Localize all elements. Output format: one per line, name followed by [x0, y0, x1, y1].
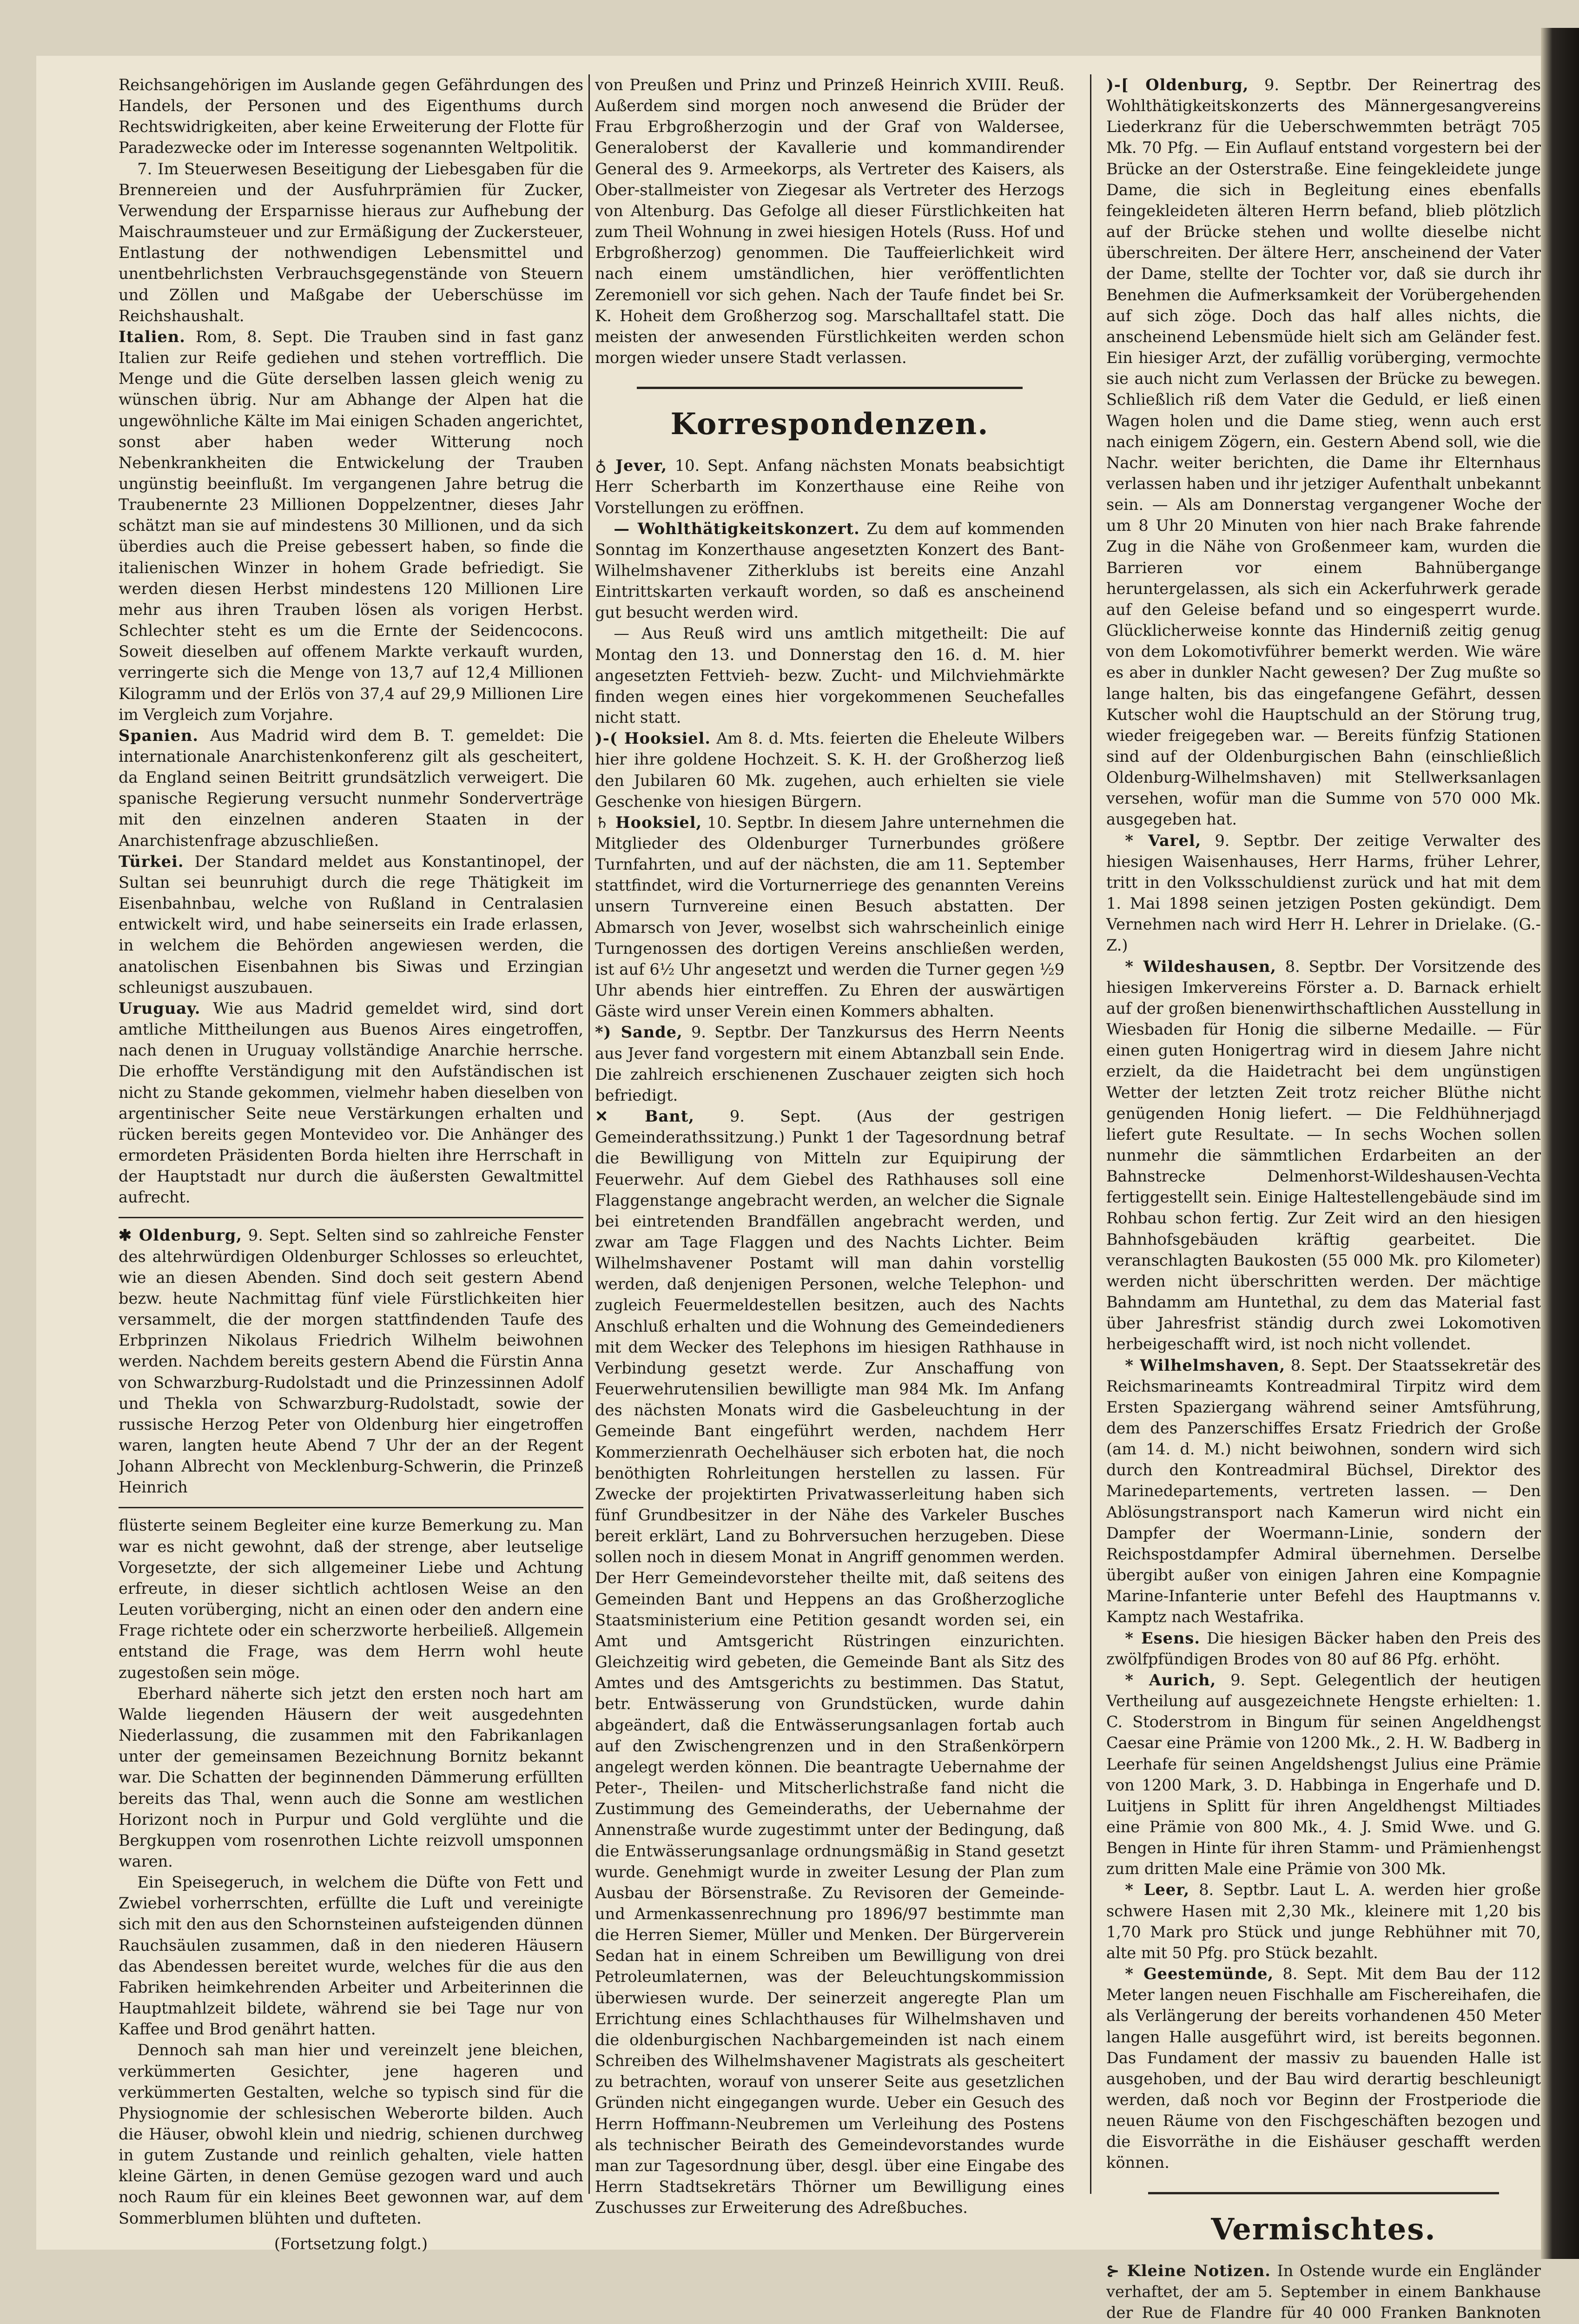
text-jever: 10. Sept. Anfang nächsten Monats beabsichtigt Herr Scherbarth im Konzerthause eine Reihe von Vorstellungen zu eröffnen.	[595, 456, 1065, 517]
article-hooksiel-1	[595, 728, 1064, 812]
kicker-oldenburg: ✱ Oldenburg,	[119, 1226, 242, 1245]
article-aurich	[1106, 1670, 1541, 1880]
kicker-sande: *) Sande,	[595, 1023, 683, 1042]
kicker-bant: ✕ Bant,	[595, 1107, 694, 1126]
text-leer: 8. Septbr. Laut L. A. werden hier große schwere Hasen mit 2,30 Mk., kleinere mit 1,20 bis 1,70 Mark pro Stück und junge Rebhühner mit 70, alte mit 50 Pfg. pro Stück bezahlt.	[1106, 1881, 1541, 1962]
article-uruguay	[119, 998, 583, 1208]
text-varel: 9. Septbr. Der zeitige Verwalter des hiesigen Waisenhauses, Herr Harms, früher Lehrer, tritt in den Volksschuldienst zurück und hat mit dem 1. Mai 1898 seinen jetzigen Posten gekündigt. Dem Vernehmen nach wird Herr H. Lehrer in Drielake. (G.-Z.)	[1106, 831, 1541, 955]
article-varel	[1106, 830, 1541, 956]
column-2	[595, 74, 1065, 2217]
text-italien: Rom, 8. Sept. Die Trauben sind in fast ganz Italien zur Reife gediehen und stehen vortrefflich. Die Menge und die Güte derselben lassen gleich wenig zu wünschen übrig. Nur am Abhange der Alpen hat die ungewöhnliche Kälte im Mai einigen Schaden angerichtet, sonst aber haben weder Witterung noch Nebenkrankheiten die Entwickelung der Trauben ungünstig beeinflußt. Im vergangenen Jahre betrug die Traubenernte 23 Millionen Doppelzentner, dieses Jahr schätzt man sie auf mindestens 30 Millionen, und da sich überdies auch die Preise gebessert haben, so finde die italienischen Winzer in hohem Grade befriedigt. Sie werden diesen Herbst mindestens 120 Millionen Lire mehr aus ihren Trauben lösen als vorigen Herbst. Schlechter steht es um die Ernte der Seidencocons. Soweit dieselben auf offenem Markte verkauft wurden, verringerte sich die Menge von 13,7 auf 12,4 Millionen Kilogramm und der Erlös von 37,4 auf 29,9 Millionen Lire im Vergleich zum Vorjahre.	[119, 327, 583, 724]
section-rule	[637, 387, 1023, 389]
text-oldenburg-2: 9. Septbr. Der Reinertrag des Wohlthätigkeitskonzerts des Männergesangvereins Liederkranz für die Ueberschwemmten beträgt 705 Mk. 70 Pfg. — Ein Auflauf entstand vorgestern bei der Brücke an der Osterstraße. Eine feingekleidete junge Dame, die sich in Begleitung eines ebenfalls feingekleideten älteren Herrn befand, blieb plötzlich auf der Brücke stehen und wollte dieselbe nicht überschreiten. Der ältere Herr, anscheinend der Vater der Dame, stellte der Tochter vor, daß sie durch ihr Benehmen die Aufmerksamkeit der Vorübergehenden auf sich zöge. Doch das half alles nichts, die anscheinend Lebensmüde hielt sich am Geländer fest. Ein hiesiger Arzt, der zufällig vorüberging, vermochte sie auch nicht zum Verlassen der Brücke zu bewegen. Schließlich riß dem Vater die Geduld, er ließ einen Wagen holen und die Dame stieg, wenn auch erst nach einigem Zögern, ein. Gestern Abend soll, wie die Nachr. weiter berichten, die Dame ihr Elternhaus verlassen haben und ihr jetziger Aufenthalt unbekannt sein. — Als am Donnerstag vergangener Woche der um 8 Uhr 20 Minuten von hier nach Brake fahrende Zug in die Nähe von Großenmeer kam, wurden die Barrieren vor einem Bahnübergange heruntergelassen, als sich ein Ackerfuhrwerk gerade auf den Geleise befand und so eingesperrt wurde. Glücklicherweise konnte das Hinderniß zeitig genug von dem Lokomotivführer bemerkt werden. Wie wäre es aber in dunkler Nacht gewesen? Der Zug mußte so lange halten, bis das eingefangene Gefährt, dessen Kutscher wohl die Hauptschuld an der Störung trug, wieder freigegeben war. — Bereits fünfzig Stationen sind auf der Oldenburgischen Bahn (einschließlich Oldenburg-Wilhelmshaven) mit Stellwerksanlagen versehen, wofür man die Summe von 570 000 Mk. ausgegeben hat.	[1106, 76, 1541, 829]
paragraph-program: Reichsangehörigen im Auslande gegen Gefährdungen des Handels, der Personen und des Eigenthums durch Rechtswidrigkeiten, aber keine Erweiterung der Flotte für Paradezwecke oder im Interesse sogenannten Weltpolitik.	[119, 76, 583, 157]
column-1	[119, 74, 583, 2253]
kicker-spanien: Spanien.	[119, 726, 199, 745]
feuilleton-paragraph: Ein Speisegeruch, in welchem die Düfte von Fett und Zwiebel vorherrschten, erfüllte die Luft und vereinigte sich mit den aus den Schornsteinen aufsteigenden dünnen Rauchsäulen zusammen, daß in den niederen Häusern das Abendessen bereitet wurde, welches für die aus den Fabriken heimkehrenden Arbeiter und Arbeiterinnen die Hauptmahlzeit bildete, während sie bei Tage nur von Kaffee und Brod genährt hatten.	[119, 1873, 583, 2039]
text-esens: Die hiesigen Bäcker haben den Preis des zwölfpfündigen Brodes von 80 auf 86 Pfg. erhöht.	[1106, 1629, 1541, 1668]
article-wohltaetigkeitskonzert	[595, 518, 1064, 623]
text-oldenburg: 9. Sept. Selten sind so zahlreiche Fenster des altehrwürdigen Oldenburger Schlosses so erleuchtet, wie an diesen Abenden. Sind doch seit gestern Abend bezw. heute Nachmittag fünf viele Fürstlichkeiten hier versammelt, die der morgen stattfindenden Taufe des Erbprinzen Nikolaus Friedrich Wilhelm beiwohnen werden. Nachdem bereits gestern Abend die Fürstin Anna von Schwarzburg-Rudolstadt und die Prinzessinnen Adolf und Thekla von Schwarzburg-Rudolstadt, sowie der russische Herzog Peter von Oldenburg hier eingetroffen waren, langten heute Abend 7 Uhr der an der Regent Johann Albrecht von Mecklenburg-Schwerin, die Prinzeß Heinrich	[119, 1226, 583, 1497]
text-aurich: 9. Sept. Gelegentlich der heutigen Vertheilung auf ausgezeichnete Hengste erhielten: 1. C. Stoderstrom in Bingum für seinen Angeldhengst Caesar eine Prämie von 1200 Mk., 2. H. W. Badberg in Leerhafe für seinen Angeldshengst Julius eine Prämie von 1200 Mark, 3. D. Habbinga in Engerhafe und D. Luitjens in Splitt für ihren Angeldhengst Miltiades eine Prämie von 800 Mk., 4. J. Smid Wwe. und G. Bengen in Hinte für ihren Stamm- und Prämienhengst zum dritten Male eine Prämie von 300 Mk.	[1106, 1670, 1541, 1878]
paragraph-steuerwesen: 7. Im Steuerwesen Beseitigung der Liebesgaben für die Brennereien und der Ausfuhrprämien für Zucker, Verwendung der Ersparnisse hieraus zur Aufhebung der Maischraumsteuer und zur Ermäßigung der Zuckersteuer, Entlastung der nothwendigen Lebensmittel und unentbehrlichsten Verbrauchsgegenstände von Steuern und Zöllen und Maßgabe der Ueberschüsse im Reichshaushalt.	[119, 159, 583, 325]
kicker-hooksiel-2: ♄ Hooksiel,	[595, 812, 702, 832]
column-rule-1	[588, 74, 590, 2194]
column-rule-2	[1090, 74, 1091, 2194]
continued-note: (Fortsetzung folgt.)	[274, 2234, 428, 2253]
paragraph-taufe: von Preußen und Prinz und Prinzeß Heinrich XVIII. Reuß. Außerdem sind morgen noch anwesend die Brüder der Frau Erbgroßherzogin und der Graf von Waldersee, Generaloberst der Kavallerie und kommandirender General des 9. Armeekorps, als Vertreter des Kaisers, als Ober-stallmeister von Ziegesar als Vertreter des Herzogs von Altenburg. Das Gefolge all dieser Fürstlichkeiten hat zum Theil Wohnung in zwei hiesigen Hotels (Russ. Hof und Erbgroßherzog) genommen. Die Tauffeierlichkeit wird nach einem umständlichen, hier veröffentlichten Zeremoniell vor sich gehen. Nach der Taufe findet bei Sr. K. Hoheit dem Großherzog sog. Marschalltafel statt. Die meisten der anwesenden Fürstlichkeiten werden schon morgen wieder unsere Stadt verlassen.	[595, 76, 1064, 367]
kicker-oldenburg-2: )-[ Oldenburg,	[1106, 75, 1249, 94]
feuilleton-paragraph: Dennoch sah man hier und vereinzelt jene bleichen, verkümmerten Gesichter, jene hageren und verkümmerten Gestalten, welche so typisch sind für die Physiognomie der schlesischen Weberorte bilden. Auch die Häuser, obwohl klein und niedrig, schienen durchweg in gutem Zustande und reinlich gehalten, viele hatten kleine Gärten, in denen Gemüse gezogen ward und auch noch Raum für ein kleines Beet gewonnen war, auf dem Sommerblumen blühten und dufteten.	[119, 2041, 583, 2227]
kicker-aurich: * Aurich,	[1125, 1670, 1216, 1689]
article-wilhelmshaven	[1106, 1355, 1541, 1628]
article-bant	[595, 1106, 1064, 2218]
kicker-wildeshausen: * Wildeshausen,	[1125, 957, 1276, 976]
kicker-kleine-notizen: ⊱ Kleine Notizen.	[1106, 2261, 1271, 2280]
text-hooksiel-1: Am 8. d. Mts. feierten die Eheleute Wilbers hier ihre goldene Hochzeit. S. K. H. der Großherzog ließ den Jubilaren 60 Mk. zugehen, auch erhielten sie viele Geschenke von hiesigen Bürgern.	[595, 729, 1064, 811]
page-edge-shadow	[1541, 28, 1579, 2259]
column-3	[1106, 74, 1541, 2322]
article-kleine-notizen	[1106, 2260, 1541, 2324]
article-sande	[595, 1022, 1064, 1106]
article-jever	[595, 455, 1064, 518]
kicker-geestemuende: * Geestemünde,	[1125, 1964, 1274, 1983]
kicker-uruguay: Uruguay.	[119, 998, 201, 1017]
text-tuerkei: Der Standard meldet aus Konstantinopel, der Sultan sei beunruhigt durch die rege Thätigkeit im Eisenbahnbau, welche von Rußland in Centralasien entwickelt wird, und habe seinerseits ein Irade erlassen, in welchem die Behörden angewiesen werden, die anatolischen Eisenbahnen bis Siwas und Erzingian schleunigst auszubauen.	[119, 852, 583, 997]
article-leer	[1106, 1879, 1541, 1963]
text-kleine-notizen: In Ostende wurde ein Engländer verhaftet, der am 5. September in einem Bankhause der Rue de Flandre für 40 000 Franken Banknoten	[1106, 2261, 1541, 2322]
text-uruguay: Wie aus Madrid gemeldet wird, sind dort amtliche Mittheilungen aus Buenos Aires eingetroffen, nach denen in Uruguay vollständige Anarchie herrsche. Die erhoffte Verständigung mit den Aufständischen ist nicht zu Stande gekommen, vielmehr haben dieselben von argentinischer Seite neue Verstärkungen erhalten und rücken bereits gegen Montevideo vor. Die Anhänger des ermordeten Präsidenten Borda hielten ihre Herrschaft in der Hauptstadt nur durch die äußersten Gewaltmittel aufrecht.	[119, 999, 583, 1207]
article-reuss: — Aus Reuß wird uns amtlich mitgetheilt: Die auf Montag den 13. und Donnerstag den 16. d. M. hier angesetzten Fettvieh- bezw. Zucht- und Milchviehmärkte finden wegen eines hier vorgekommenen Seuchefalles nicht statt.	[595, 624, 1064, 727]
text-wilhelmshaven: 8. Sept. Der Staatssekretär des Reichsmarineamts Kontreadmiral Tirpitz wird dem Ersten Spaziergang während seiner Amtsführung, dem des Panzerschiffes Ersatz Friedrich der Große (am 14. d. M.) nicht beiwohnen, sondern wird sich durch den Kontreadmiral Büchsel, Direktor des Marinedepartements, vertreten lassen. — Den Ablösungstransport nach Kamerun wird nicht ein Dampfer der Woermann-Linie, sondern der Reichspostdampfer Admiral übernehmen. Derselbe übergibt außer von einigen Jahren eine Kompagnie Marine-Infanterie unter Befehl des Hauptmanns v. Kamptz nach Westafrika.	[1106, 1356, 1541, 1626]
kicker-jever: ♁ Jever,	[595, 456, 667, 475]
feuilleton-paragraph: flüsterte seinem Begleiter eine kurze Bemerkung zu. Man war es nicht gewohnt, daß der strenge, aber leutselige Vorgesetzte, der sich allgemeiner Liebe und Achtung erfreute, in dieser sichtlich achtlosen Weise an den Leuten vorüberging, nicht an einen oder den andern eine Frage richtete oder ein scherzworte herbeiließ. Allgemein entstand die Frage, was dem Herrn wohl heute zugestoßen sein möge.	[119, 1516, 583, 1682]
article-wildeshausen	[1106, 956, 1541, 1355]
text-bant: 9. Sept. (Aus der gestrigen Gemeinderathssitzung.) Punkt 1 der Tagesordnung betraf die Bewilligung von Mitteln zur Equipirung der Feuerwehr. Auf dem Giebel des Rathhauses soll eine Flaggenstange angebracht werden, an welcher die Signale bei eintretenden Brandfällen angebracht werden, und zwar am Tage Flaggen und des Nachts Lichter. Beim Wilhelmshavener Postamt will man dahin vorstellig werden, daß denjenigen Personen, welche Telephon- und zugleich Feuermeldestellen besitzen, auch des Nachts Anschluß erhalten und die Wohnung des Gemeindedieners mit dem Wecker des Telephons im hiesigen Rathhause in Verbindung gesetzt werde. Zur Anschaffung von Feuerwehrutensilien bewilligte man 984 Mk. Im Anfang des nächsten Monats wird die Gasbeleuchtung in der Gemeinde Bant eingeführt werden, nachdem Herr Kommerzienrath Oechelhäuser sich erboten hat, die noch benöthigten Rohrleitungen herstellen zu lassen. Für Zwecke der projektirten Privatwasserleitung haben sich fünf Grundbesitzer in der Nähe des Varkeler Busches bereit erklärt, Land zu Bohrversuchen herzugeben. Diese sollen noch in diesem Monat in Angriff genommen werden. Der Herr Gemeindevorsteher theilte mit, daß seitens des Gemeinden Bant und Heppens an das Großherzogliche Staatsministerium eine Petition gesandt worden sei, ein Amt und Amtsgericht Rüstringen einzurichten. Gleichzeitig wird gebeten, die Gemeinde Bant als Sitz des Amtes und des Amtsgerichts zu bestimmen. Das Statut, betr. Entwässerung von Grundstücken, wurde dahin abgeändert, daß die Entwässerungsanlagen fortab auch auf den Zwischengrenzen und in den Straßenkörpern angelegt werden können. Die beantragte Uebernahme der Peter-, Theilen- und Mitscherlichstraße fand nicht die Zustimmung des Gemeinderaths, der Uebernahme der Annenstraße wurde zugestimmt unter der Bedingung, daß die Entwässerungsanlage ordnungsmäßig in Stand gesetzt wurde. Genehmigt wurde in zweiter Lesung der Plan zum Ausbau der Börsenstraße. Zu Revisoren der Gemeinde- und Armenkassenrechnung pro 1896/97 bestimmte man die Herren Siemer, Müller und Menken. Der Bürgerverein Sedan hat in einem Schreiben um Bewilligung von drei Petroleumlaternen, was der Beleuchtungskommission überwiesen wurde. Der seinerzeit angeregte Plan um Errichtung eines Schlachthauses für Wilhelmshaven und die oldenburgischen Nachbargemeinden ist nach einem Schreiben des Wilhelmshavener Magistrats als gescheitert zu betrachten, worauf von unserer Seite aus gesetzlichen Gründen nicht eingegangen wurde. Ueber ein Gesuch des Herrn Hoffmann-Neubremen um Verleihung des Postens als technischer Beirath des Gemeindevorstandes wurde man zur Tagesordnung über, desgl. über eine Eingabe des Herrn Stadtsekretärs Thörner um Bewilligung eines Zuschusses zur Erweiterung des Adreßbuches.	[595, 1107, 1064, 2217]
text-geestemuende: 8. Sept. Mit dem Bau der 112 Meter langen neuen Fischhalle am Fischereihafen, die als Verlängerung der bereits vorhandenen 450 Meter langen Halle ausgeführt wird, ist bereits begonnen. Das Fundament der massiv zu bauenden Halle ist ausgehoben, und der Bau wird derartig beschleunigt werden, daß noch vor Beginn der Frostperiode die neuen Räume von den Fischgeschäften bezogen und die Eisvorräthe in die Eishäuser geschafft werden können.	[1106, 1965, 1541, 2172]
separator	[119, 1217, 583, 1218]
feuilleton-paragraph: Eberhard näherte sich jetzt den ersten noch hart am Walde liegenden Häusern der weit ausgedehnten Niederlassung, die zusammen mit den Fabrikanlagen unter der gemeinsamen Bezeichnung Bornitz bekannt war. Die Schatten der beginnenden Dämmerung erfüllten bereits das Thal, wenn auch die Sonne am westlichen Horizont noch in Purpur und Gold verglühte und die Bergkuppen vom rosenrothen Lichte reizvoll umsponnen waren.	[119, 1684, 583, 1870]
kicker-esens: * Esens.	[1125, 1628, 1201, 1647]
article-geestemuende	[1106, 1963, 1541, 2173]
kicker-varel: * Varel,	[1125, 831, 1202, 850]
kicker-wohltaetigkeitskonzert: — Wohlthätigkeitskonzert.	[614, 519, 860, 538]
kicker-italien: Italien.	[119, 327, 185, 346]
text-hooksiel-2: 10. Septbr. In diesem Jahre unternehmen die Mitglieder des Oldenburger Turnerbundes größere Turnfahrten, und auf der nächsten, die am 11. September stattfindet, wird die Vorturnerriege des genannten Vereins unsern Turnvereine einen Besuch abstatten. Der Abmarsch von Jever, woselbst sich wahrscheinlich einige Turngenossen des dortigen Vereins anschließen werden, ist auf 6½ Uhr angesetzt und werden die Turner gegen ½9 Uhr abends hier eintreffen. Zu Ehren der auswärtigen Gäste wird unser Verein einen Kommers abhalten.	[595, 813, 1064, 1021]
section-rule	[1148, 2192, 1499, 2194]
text-wohltaetigkeitskonzert: Zu dem auf kommenden Sonntag im Konzerthause angesetzten Konzert des Bant-Wilhelmshavener Zitherklubs ist bereits eine Anzahl Eintrittskarten verkauft worden, so daß es anscheinend gut besucht werden wird.	[595, 519, 1064, 622]
article-tuerkei	[119, 851, 583, 998]
text-spanien: Aus Madrid wird dem B. T. gemeldet: Die internationale Anarchistenkonferenz gilt als gescheitert, da England seinen Beitritt grundsätzlich verweigert. Die spanische Regierung versucht nunmehr Sonderverträge mit den einzelnen anderen Staaten in der Anarchistenfrage abzuschließen.	[119, 726, 583, 850]
kicker-wilhelmshaven: * Wilhelmshaven,	[1125, 1355, 1286, 1374]
text-sande: 9. Septbr. Der Tanzkursus des Herrn Neents aus Jever fand vorgestern mit einem Abtanzball sein Ende. Die zahlreich erschienenen Zuschauer zeigten sich hoch befriedigt.	[595, 1023, 1064, 1104]
kicker-leer: * Leer,	[1125, 1880, 1190, 1899]
feuilleton-separator	[119, 1507, 583, 1508]
article-spanien	[119, 725, 583, 851]
kicker-tuerkei: Türkei.	[119, 852, 184, 871]
article-oldenburg-2	[1106, 74, 1541, 830]
article-italien	[119, 326, 583, 725]
article-esens	[1106, 1628, 1541, 1670]
text-wildeshausen: 8. Septbr. Der Vorsitzende des hiesigen Imkervereins Förster a. D. Barnack erhielt auf der großen bienenwirthschaftlichen Ausstellung in Wiesbaden für Honig die silberne Medaille. — Für einen guten Honigertrag wird in diesem Jahre nicht erzielt, da die Haidetracht bei dem ungünstigen Wetter der letzten Zeit trotz reicher Blüthe nicht genügenden Honig liefert. — Die Feldhühnerjagd liefert gute Resultate. — In sechs Wochen sollen nunmehr die sämmtlichen Erdarbeiten an der Bahnstrecke Delmenhorst-Wildeshausen-Vechta fertiggestellt sein. Einige Haltestellengebäude sind im Rohbau schon fertig. Zur Zeit wird an den hiesigen Bahnhofsgebäuden kräftig gearbeitet. Die veranschlagten Baukosten (55 000 Mk. pro Kilometer) werden nicht überschritten werden. Der mächtige Bahndamm am Huntethal, zu dem das Material fast über Jahresfrist ständig durch zwei Lokomotiven herbeigeschafft wird, ist noch nicht vollendet.	[1106, 957, 1541, 1353]
section-heading-vermischtes: Vermischtes.	[1211, 2212, 1436, 2247]
article-oldenburg	[119, 1225, 583, 1498]
kicker-hooksiel-1: )-( Hooksiel.	[595, 729, 711, 748]
section-heading-korrespondenzen: Korrespondenzen.	[670, 407, 989, 442]
article-hooksiel-2	[595, 812, 1064, 1022]
